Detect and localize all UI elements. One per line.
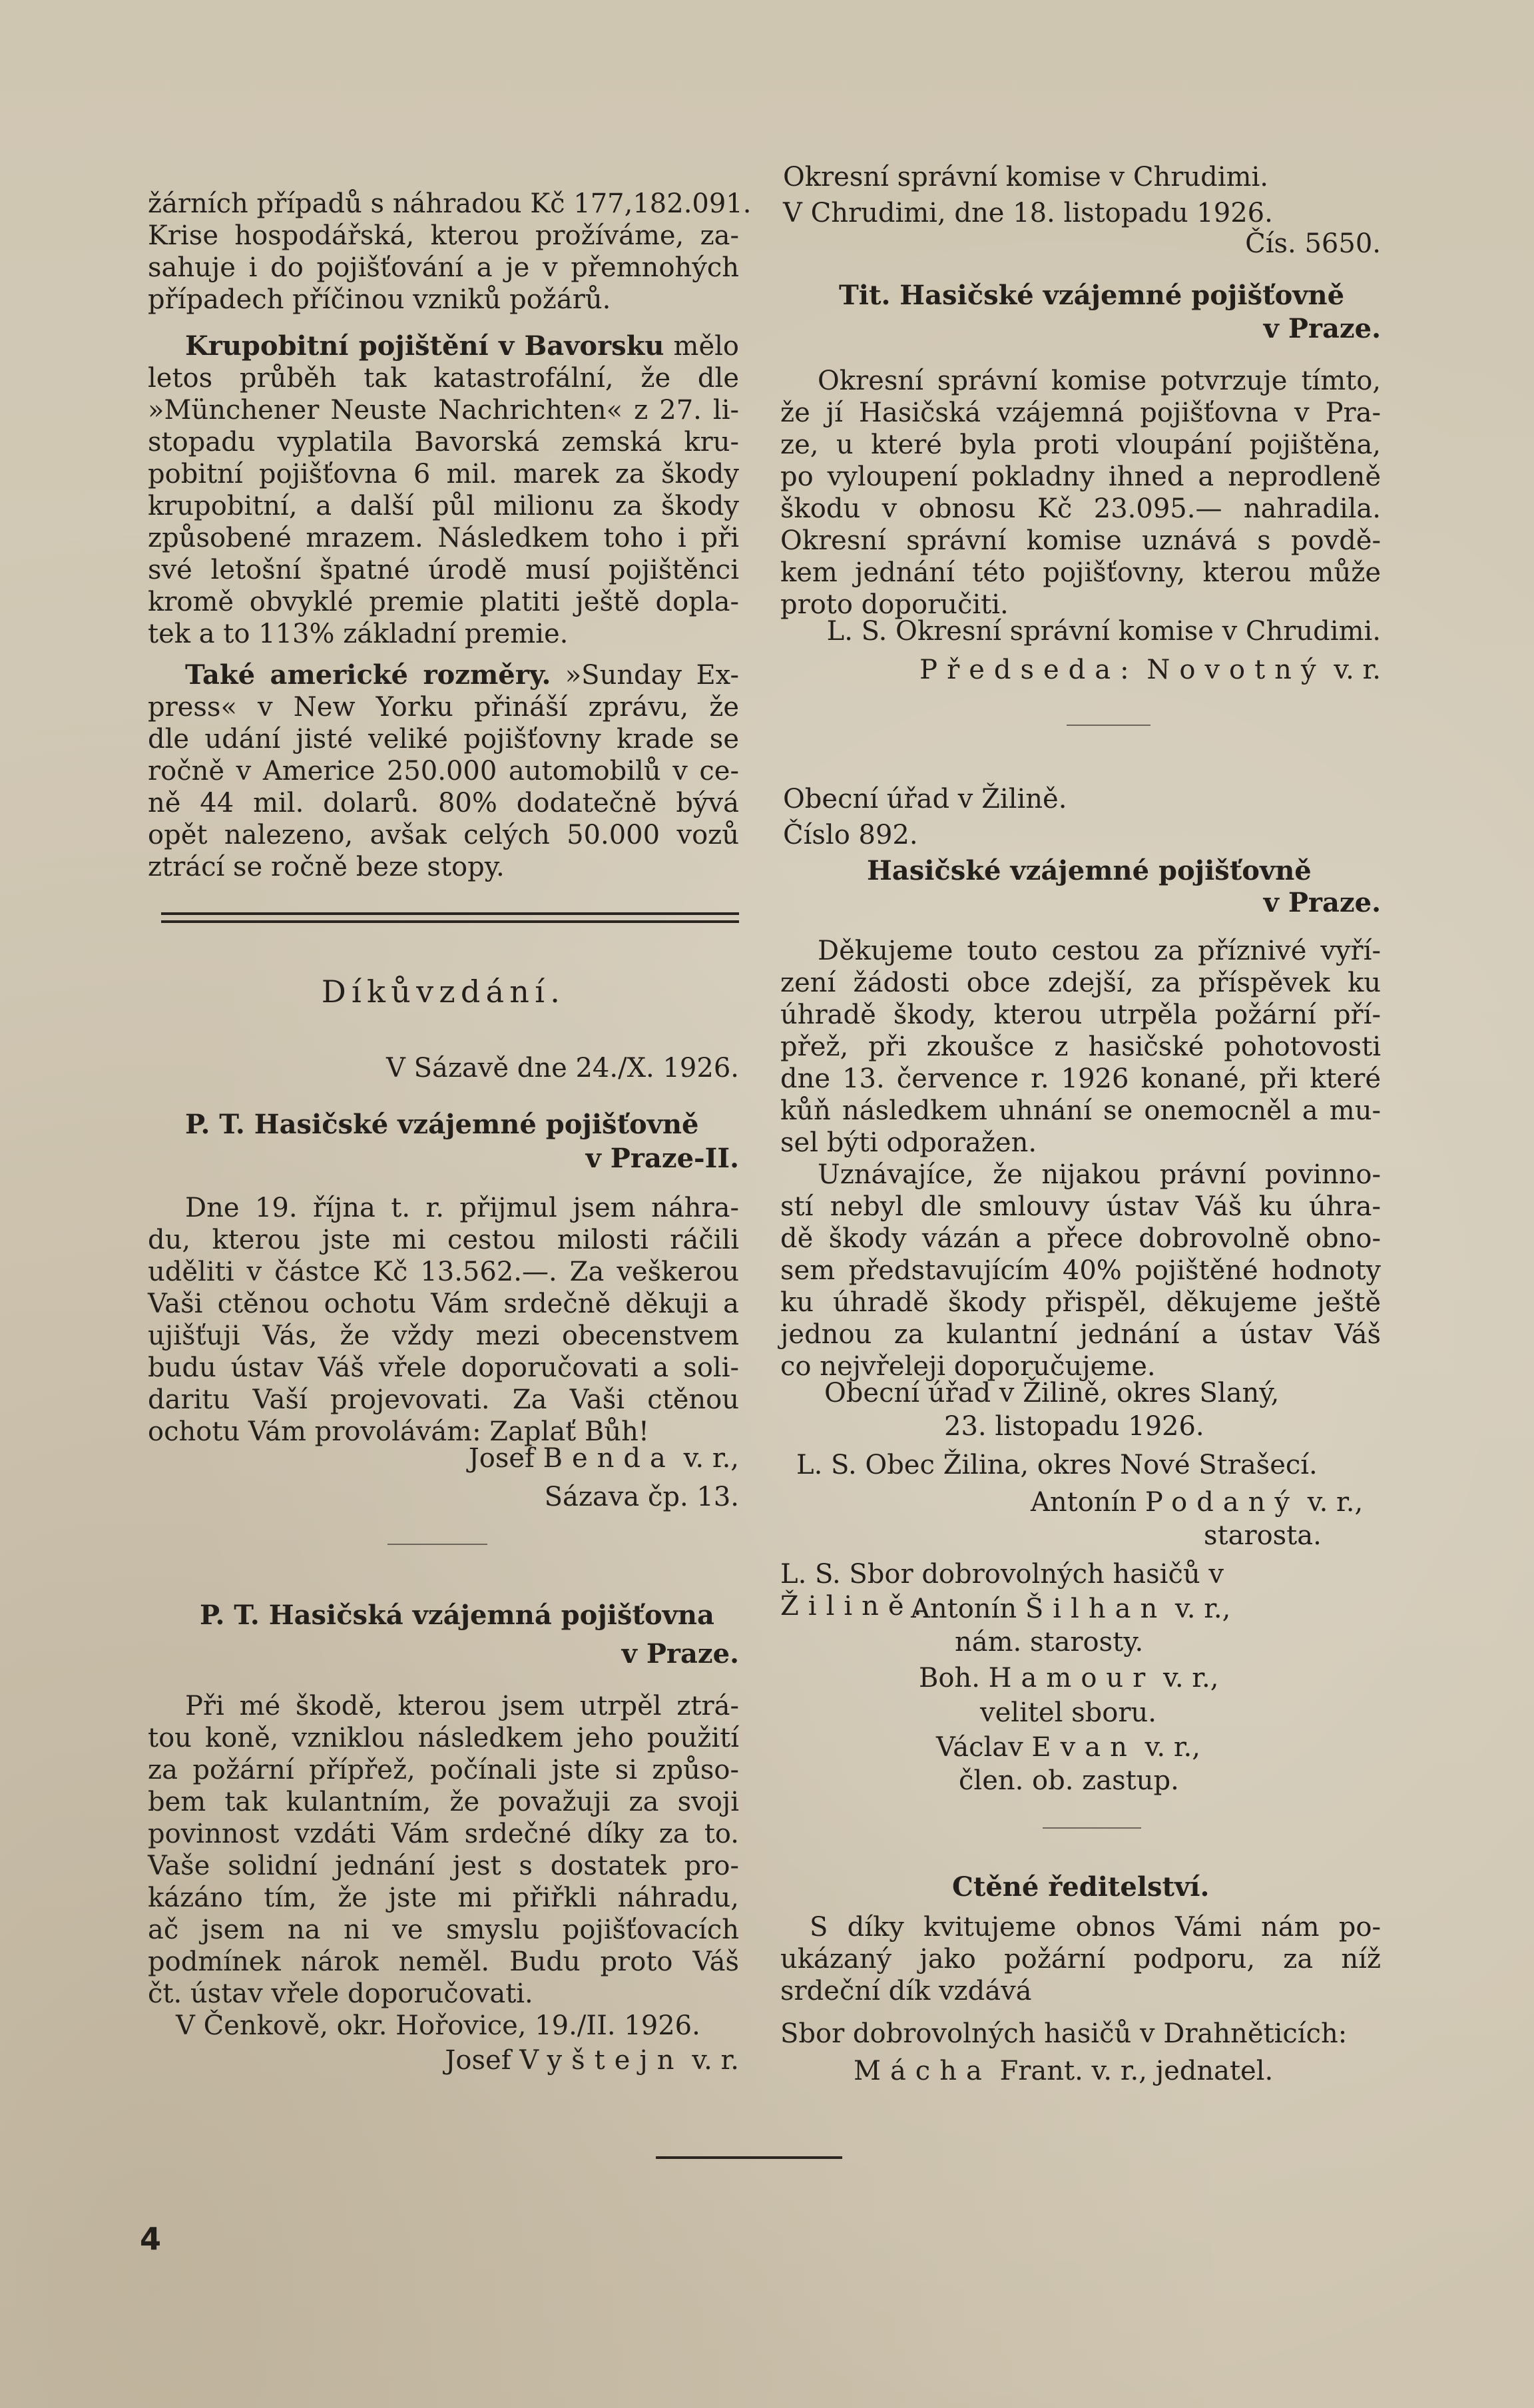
letter4-signature-4-role: člen. ob. zastup. — [959, 1765, 1179, 1796]
letter5-body — [780, 1911, 1381, 2007]
hail-line: tek a to 113% základní premie. — [148, 619, 569, 649]
letter1-line: budu ústav Váš vřele doporučovati a soli- — [148, 1353, 739, 1383]
letter4-signature-4: Václav Evan v. r., — [936, 1732, 1200, 1763]
hail-line: krupobitní, a další půl milionu za škody — [148, 491, 739, 521]
short-divider — [387, 1544, 487, 1545]
hail-line: »Münchener Neuste Nachrichten« z 27. li- — [148, 395, 739, 426]
letter3-number: Čís. 5650. — [1245, 228, 1381, 259]
letter1-body — [148, 1192, 739, 1448]
short-divider — [1067, 725, 1150, 726]
letter1-line: Vaši ctěnou ochotu Vám srdečně děkuji a — [148, 1289, 739, 1319]
hail-line: stopadu vyplatila Bavorská zemská kru- — [148, 427, 739, 457]
letter1-line: daritu Vaší projevovati. Za Vaši ctěnou — [148, 1384, 739, 1415]
hail-line: Krupobitní pojištění v Bavorsku mělo — [185, 330, 739, 362]
letter4-seal-2: L. S. Sbor dobrovolných hasičů v Žilině. — [780, 1559, 1224, 1622]
letter4-header-1: Obecní úřad v Žilině. — [783, 784, 1067, 814]
letter5-sender: Sbor dobrovolných hasičů v Drahněticích: — [780, 2018, 1348, 2049]
letter3-line: Okresní správní komise potvrzuje tímto, — [818, 366, 1381, 396]
letter4-line: přež, při zkoušce z hasičské pohotovosti — [780, 1032, 1381, 1062]
letter3-line: kem jednání této pojišťovny, kterou může — [780, 557, 1381, 588]
letter1-salutation-2: v Praze-II. — [585, 1143, 739, 1174]
letter5-line: srdeční dík vzdává — [780, 1976, 1032, 2006]
page-end-rule — [656, 2156, 842, 2159]
letter4-line: co nejvřeleji doporučujeme. — [780, 1351, 1156, 1382]
letter2-signature-surname: Vyštejn — [519, 2045, 684, 2076]
letter5-heading: Ctěné ředitelství. — [952, 1871, 1210, 1903]
letter4-line: dne 13. července r. 1926 konané, při které — [780, 1063, 1381, 1094]
letter5-line: S díky kvitujeme obnos Vámi nám po- — [810, 1912, 1381, 1943]
letter3-chair-name: Novotný — [1147, 655, 1326, 685]
letter3-chair-label: Předseda: — [919, 655, 1139, 685]
letter4-line: zení žádosti obce zdejší, za příspěvek ku — [780, 968, 1381, 998]
hail-line: způsobené mrazem. Následkem toho i při — [148, 523, 739, 553]
american-line: dle udání jisté veliké pojišťovny krade se — [148, 724, 739, 754]
intro-paragraph — [148, 188, 752, 316]
letter3-body — [780, 365, 1381, 621]
letter2-salutation-1: P. T. Hasičská vzájemná pojišťovna — [200, 1600, 714, 1631]
american-lead: Také americké rozměry. — [185, 659, 551, 691]
letter3-header-2: V Chrudimi, dne 18. listopadu 1926. — [783, 198, 1273, 228]
intro-line: Krise hospodářská, kterou prožíváme, za- — [148, 220, 739, 251]
letter3-line: škodu v obnosu Kč 23.095.— nahradila. — [780, 493, 1381, 524]
letter1-signature-surname: Benda — [543, 1443, 675, 1474]
american-line: ročně v Americe 250.000 automobilů v ce- — [148, 756, 739, 786]
intro-line: případech příčinou vzniků požárů. — [148, 284, 611, 315]
letter4-line: jednou za kulantní jednání a ústav Váš — [780, 1319, 1381, 1350]
letter3-chair: Předseda: Novotný v. r. — [919, 655, 1381, 685]
letter2-signature: Josef Vyštejn v. r. — [445, 2045, 739, 2076]
hail-line: své letošní špatné úrodě musí pojištěnci — [148, 555, 739, 585]
letter2-line: Při mé škodě, kterou jsem utrpěl ztrá- — [185, 1691, 739, 1721]
letter1-line: ujišťuji Vás, že vždy mezi obecenstvem — [148, 1321, 739, 1351]
letter4-line: sem představujícím 40% pojištěné hodnoty — [780, 1255, 1381, 1286]
intro-line: sahuje i do pojišťování a je v přemnohých — [148, 252, 739, 283]
letter2-line: ač jsem na ni ve smyslu pojišťovacích — [148, 1915, 739, 1945]
letter4-line: Děkujeme touto cestou za příznivé vyří- — [818, 936, 1381, 966]
letter3-line: Okresní správní komise uznává s povdě- — [780, 525, 1381, 556]
letter4-paragraph-1 — [780, 935, 1381, 1159]
hail-line: letos průběh tak katastrofální, že dle — [148, 363, 739, 394]
letter1-line: uděliti v částce Kč 13.562.—. Za veškerou — [148, 1257, 739, 1287]
letter4-line: Uznávajíce, že nijakou právní povinno- — [818, 1159, 1381, 1190]
letter1-signature: Josef Benda v. r., — [468, 1443, 739, 1474]
double-rule-divider — [161, 912, 739, 923]
letter4-line: sel býti odporažen. — [780, 1127, 1037, 1158]
letter1-salutation-1: P. T. Hasičské vzájemné pojišťovně — [185, 1109, 699, 1140]
american-line: ně 44 mil. dolarů. 80% dodatečně bývá — [148, 788, 739, 818]
letter2-line: Vaše solidní jednání jest s dostatek pro- — [148, 1851, 739, 1881]
short-divider — [1043, 1827, 1141, 1829]
hail-line: kromě obvyklé premie platiti ještě dopla- — [148, 587, 739, 617]
american-paragraph — [148, 659, 739, 883]
letter3-seal: L. S. Okresní správní komise v Chrudimi. — [826, 616, 1381, 647]
letter4-signature-1-role: starosta. — [1204, 1520, 1322, 1551]
letter4-signature-1: Antonín Podaný v. r., — [1031, 1487, 1364, 1518]
letter2-line: kázáno tím, že jste mi přiřkli náhradu, — [148, 1883, 739, 1913]
letter1-line: ochotu Vám provolávám: Zaplať Bůh! — [148, 1416, 649, 1447]
letter5-signature: Mácha Frant. v. r., jednatel. — [854, 2056, 1274, 2086]
letter4-closing-2: 23. listopadu 1926. — [944, 1411, 1204, 1442]
letter2-line: podmínek nárok neměl. Budu proto Váš — [148, 1947, 739, 1977]
letter5-line: ukázaný jako požární podporu, za níž — [780, 1944, 1381, 1974]
letter4-salutation-1: Hasičské vzájemné pojišťovně — [867, 855, 1312, 886]
letter1-place-date: V Sázavě dne 24./X. 1926. — [385, 1053, 739, 1083]
letter4-salutation-2: v Praze. — [1263, 887, 1381, 918]
letter1-address: Sázava čp. 13. — [544, 1482, 739, 1512]
letter4-signature-2-role: nám. starosty. — [955, 1627, 1144, 1657]
letter4-line: stí nebyl dle smlouvy ústav Váš ku úhra- — [780, 1191, 1381, 1222]
letter4-signature-3: Boh. Hamour v. r., — [919, 1663, 1219, 1693]
letter1-line: du, kterou jste mi cestou milosti ráčili — [148, 1225, 739, 1255]
letter2-place-date: V Čenkově, okr. Hořovice, 19./II. 1926. — [176, 2010, 700, 2041]
hail-paragraph — [148, 330, 739, 650]
letter3-line: ze, u které byla proti vloupání pojištěna, — [780, 430, 1381, 460]
letter2-body — [148, 1690, 739, 2010]
letter4-header-2: Číslo 892. — [783, 820, 918, 850]
letter2-salutation-2: v Praze. — [621, 1638, 739, 1669]
letter4-line: kůň následkem uhnání se onemocněl a mu- — [780, 1095, 1381, 1126]
letter3-salutation-1: Tit. Hasičské vzájemné pojišťovně — [839, 280, 1345, 311]
letter2-line: čt. ústav vřele doporučovati. — [148, 1978, 533, 2009]
section-heading: Díkůvzdání. — [321, 974, 566, 1010]
letter3-header-1: Okresní správní komise v Chrudimi. — [783, 162, 1268, 192]
letter2-line: tou koně, vzniklou následkem jeho použití — [148, 1723, 739, 1753]
letter4-signature-3-role: velitel sboru. — [980, 1697, 1156, 1728]
american-line: opět nalezeno, avšak celých 50.000 vozů — [148, 820, 739, 850]
letter4-line: úhradě škody, kterou utrpěla požární pří- — [780, 1000, 1381, 1030]
hail-lead: Krupobitní pojištění v Bavorsku — [185, 330, 664, 362]
letter1-line: Dne 19. října t. r. přijmul jsem náhra- — [185, 1193, 739, 1223]
letter4-seal-1: L. S. Obec Žilina, okres Nové Strašecí. — [796, 1450, 1318, 1480]
hail-line: pobitní pojišťovna 6 mil. marek za škody — [148, 459, 739, 489]
letter3-line: proto doporučiti. — [780, 589, 1009, 620]
intro-line: žárních případů s náhradou Kč 177,182.091. — [148, 188, 752, 219]
letter2-line: za požární přípřež, počínali jste si způso- — [148, 1755, 739, 1785]
letter3-line: že jí Hasičská vzájemná pojišťovna v Pra- — [780, 398, 1381, 428]
american-line: ztrácí se ročně beze stopy. — [148, 852, 505, 882]
letter3-salutation-2: v Praze. — [1263, 313, 1381, 344]
letter4-paragraph-2 — [780, 1159, 1381, 1382]
american-line: press« v New Yorku přináší zprávu, že — [148, 692, 739, 723]
page-number: 4 — [140, 2221, 162, 2257]
letter3-line: po vyloupení pokladny ihned a neprodleně — [780, 461, 1381, 492]
letter4-closing-1: Obecní úřad v Žilině, okres Slaný, — [824, 1378, 1280, 1408]
american-line: Také americké rozměry. »Sunday Ex- — [185, 659, 740, 691]
letter2-line: povinnost vzdáti Vám srdečné díky za to. — [148, 1819, 739, 1849]
letter4-line: dě škody vázán a přece dobrovolně obno- — [780, 1223, 1381, 1254]
letter4-line: ku úhradě škody přispěl, děkujeme ještě — [780, 1287, 1381, 1318]
letter4-signature-2: Antonín Šilhan v. r., — [911, 1594, 1231, 1624]
letter2-line: bem tak kulantním, že považuji za svoji — [148, 1787, 739, 1817]
